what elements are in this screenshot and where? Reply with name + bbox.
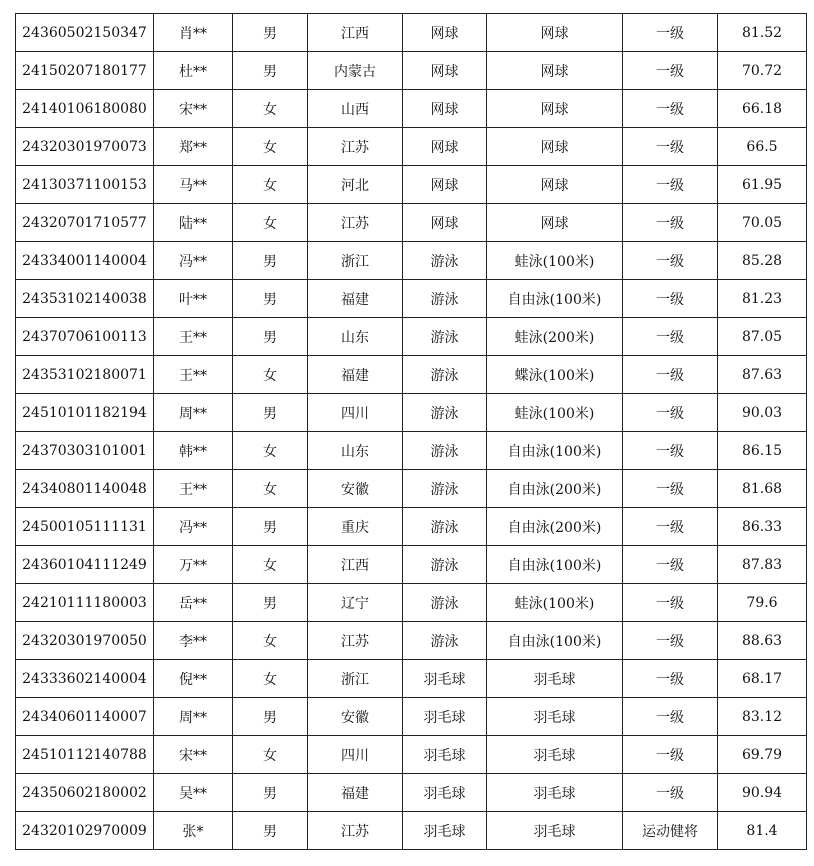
gender-cell: 男: [233, 14, 308, 52]
sport-category-cell: 游泳: [403, 356, 487, 394]
score-cell: 87.83: [718, 546, 807, 584]
gender-cell: 女: [233, 660, 308, 698]
athlete-level-cell: 一级: [623, 356, 718, 394]
athlete-name-cell: 陆**: [154, 204, 233, 242]
province-cell: 重庆: [308, 508, 403, 546]
score-cell: 61.95: [718, 166, 807, 204]
athlete-level-cell: 一级: [623, 14, 718, 52]
event-cell: 自由泳(100米): [487, 546, 623, 584]
table-row: [16, 14, 807, 52]
score-cell: 87.05: [718, 318, 807, 356]
score-cell: 79.6: [718, 584, 807, 622]
registration-id-cell: 24360502150347: [16, 14, 154, 52]
table-row: [16, 128, 807, 166]
gender-cell: 男: [233, 318, 308, 356]
gender-cell: 女: [233, 356, 308, 394]
registration-id-cell: 24510112140788: [16, 736, 154, 774]
event-cell: 自由泳(200米): [487, 508, 623, 546]
province-cell: 江苏: [308, 128, 403, 166]
event-cell: 蛙泳(200米): [487, 318, 623, 356]
score-cell: 69.79: [718, 736, 807, 774]
athlete-level-cell: 一级: [623, 318, 718, 356]
score-cell: 83.12: [718, 698, 807, 736]
province-cell: 辽宁: [308, 584, 403, 622]
event-cell: 自由泳(200米): [487, 470, 623, 508]
table-row: [16, 470, 807, 508]
sport-category-cell: 游泳: [403, 242, 487, 280]
athlete-name-cell: 冯**: [154, 508, 233, 546]
athlete-level-cell: 一级: [623, 622, 718, 660]
event-cell: 网球: [487, 52, 623, 90]
province-cell: 山东: [308, 318, 403, 356]
sport-category-cell: 网球: [403, 90, 487, 128]
gender-cell: 女: [233, 90, 308, 128]
athlete-level-cell: 一级: [623, 546, 718, 584]
table-row: [16, 90, 807, 128]
athlete-name-cell: 周**: [154, 394, 233, 432]
event-cell: 网球: [487, 90, 623, 128]
score-cell: 90.94: [718, 774, 807, 812]
province-cell: 江西: [308, 546, 403, 584]
athlete-level-cell: 一级: [623, 204, 718, 242]
table-row: [16, 394, 807, 432]
athlete-name-cell: 郑**: [154, 128, 233, 166]
athlete-level-cell: 一级: [623, 774, 718, 812]
gender-cell: 男: [233, 52, 308, 90]
athlete-name-cell: 王**: [154, 470, 233, 508]
gender-cell: 女: [233, 204, 308, 242]
province-cell: 山西: [308, 90, 403, 128]
event-cell: 网球: [487, 14, 623, 52]
athlete-name-cell: 叶**: [154, 280, 233, 318]
athlete-name-cell: 李**: [154, 622, 233, 660]
sport-category-cell: 网球: [403, 52, 487, 90]
registration-id-cell: 24210111180003: [16, 584, 154, 622]
gender-cell: 女: [233, 470, 308, 508]
registration-id-cell: 24340601140007: [16, 698, 154, 736]
athlete-level-cell: 一级: [623, 736, 718, 774]
registration-id-cell: 24320102970009: [16, 812, 154, 850]
registration-id-cell: 24370706100113: [16, 318, 154, 356]
province-cell: 浙江: [308, 660, 403, 698]
gender-cell: 男: [233, 584, 308, 622]
table-row: [16, 432, 807, 470]
registration-id-cell: 24340801140048: [16, 470, 154, 508]
registration-id-cell: 24353102140038: [16, 280, 154, 318]
event-cell: 自由泳(100米): [487, 280, 623, 318]
province-cell: 福建: [308, 774, 403, 812]
score-cell: 86.15: [718, 432, 807, 470]
gender-cell: 男: [233, 812, 308, 850]
athlete-level-cell: 一级: [623, 470, 718, 508]
athlete-name-cell: 万**: [154, 546, 233, 584]
score-cell: 88.63: [718, 622, 807, 660]
table-row: [16, 736, 807, 774]
registration-id-cell: 24510101182194: [16, 394, 154, 432]
province-cell: 江苏: [308, 622, 403, 660]
registration-id-cell: 24150207180177: [16, 52, 154, 90]
athlete-level-cell: 一级: [623, 52, 718, 90]
event-cell: 羽毛球: [487, 698, 623, 736]
province-cell: 福建: [308, 280, 403, 318]
score-cell: 81.68: [718, 470, 807, 508]
province-cell: 安徽: [308, 470, 403, 508]
gender-cell: 女: [233, 622, 308, 660]
gender-cell: 男: [233, 698, 308, 736]
table-row: [16, 660, 807, 698]
athlete-name-cell: 吴**: [154, 774, 233, 812]
sport-category-cell: 游泳: [403, 508, 487, 546]
score-cell: 90.03: [718, 394, 807, 432]
province-cell: 安徽: [308, 698, 403, 736]
province-cell: 内蒙古: [308, 52, 403, 90]
athlete-name-cell: 王**: [154, 356, 233, 394]
athlete-name-cell: 宋**: [154, 90, 233, 128]
province-cell: 福建: [308, 356, 403, 394]
athlete-level-cell: 一级: [623, 508, 718, 546]
sport-category-cell: 游泳: [403, 280, 487, 318]
event-cell: 自由泳(100米): [487, 432, 623, 470]
gender-cell: 男: [233, 280, 308, 318]
registration-id-cell: 24353102180071: [16, 356, 154, 394]
registration-id-cell: 24500105111131: [16, 508, 154, 546]
athlete-level-cell: 一级: [623, 394, 718, 432]
athlete-level-cell: 运动健将: [623, 812, 718, 850]
table-row: [16, 546, 807, 584]
score-cell: 85.28: [718, 242, 807, 280]
province-cell: 江西: [308, 14, 403, 52]
athlete-name-cell: 韩**: [154, 432, 233, 470]
athlete-level-cell: 一级: [623, 660, 718, 698]
sport-category-cell: 网球: [403, 14, 487, 52]
sport-category-cell: 游泳: [403, 432, 487, 470]
event-cell: 网球: [487, 166, 623, 204]
sport-category-cell: 游泳: [403, 394, 487, 432]
table-row: [16, 318, 807, 356]
gender-cell: 女: [233, 736, 308, 774]
sport-category-cell: 游泳: [403, 546, 487, 584]
table-row: [16, 622, 807, 660]
athlete-name-cell: 岳**: [154, 584, 233, 622]
province-cell: 河北: [308, 166, 403, 204]
sport-category-cell: 羽毛球: [403, 812, 487, 850]
sport-category-cell: 游泳: [403, 318, 487, 356]
gender-cell: 男: [233, 774, 308, 812]
event-cell: 蛙泳(100米): [487, 242, 623, 280]
registration-id-cell: 24333602140004: [16, 660, 154, 698]
athlete-level-cell: 一级: [623, 280, 718, 318]
athlete-name-cell: 宋**: [154, 736, 233, 774]
table-row: [16, 52, 807, 90]
score-cell: 68.17: [718, 660, 807, 698]
athlete-name-cell: 杜**: [154, 52, 233, 90]
sport-category-cell: 游泳: [403, 622, 487, 660]
score-cell: 81.52: [718, 14, 807, 52]
score-cell: 70.72: [718, 52, 807, 90]
province-cell: 江苏: [308, 812, 403, 850]
athlete-name-cell: 倪**: [154, 660, 233, 698]
sport-category-cell: 网球: [403, 166, 487, 204]
sport-category-cell: 游泳: [403, 584, 487, 622]
event-cell: 蛙泳(100米): [487, 584, 623, 622]
gender-cell: 女: [233, 128, 308, 166]
sport-category-cell: 羽毛球: [403, 660, 487, 698]
table-body: [16, 14, 807, 850]
registration-id-cell: 24334001140004: [16, 242, 154, 280]
registration-id-cell: 24320301970050: [16, 622, 154, 660]
athlete-level-cell: 一级: [623, 166, 718, 204]
athlete-score-table: [15, 13, 807, 850]
athlete-level-cell: 一级: [623, 698, 718, 736]
table-row: [16, 584, 807, 622]
table-row: [16, 774, 807, 812]
table-row: [16, 508, 807, 546]
registration-id-cell: 24350602180002: [16, 774, 154, 812]
event-cell: 网球: [487, 204, 623, 242]
sport-category-cell: 羽毛球: [403, 774, 487, 812]
event-cell: 蝶泳(100米): [487, 356, 623, 394]
gender-cell: 女: [233, 432, 308, 470]
athlete-name-cell: 张*: [154, 812, 233, 850]
athlete-name-cell: 周**: [154, 698, 233, 736]
event-cell: 羽毛球: [487, 812, 623, 850]
athlete-name-cell: 王**: [154, 318, 233, 356]
sport-category-cell: 羽毛球: [403, 698, 487, 736]
event-cell: 羽毛球: [487, 736, 623, 774]
event-cell: 羽毛球: [487, 660, 623, 698]
registration-id-cell: 24140106180080: [16, 90, 154, 128]
gender-cell: 女: [233, 166, 308, 204]
score-cell: 87.63: [718, 356, 807, 394]
table-row: [16, 812, 807, 850]
score-cell: 66.18: [718, 90, 807, 128]
registration-id-cell: 24320701710577: [16, 204, 154, 242]
athlete-level-cell: 一级: [623, 242, 718, 280]
gender-cell: 男: [233, 394, 308, 432]
registration-id-cell: 24370303101001: [16, 432, 154, 470]
event-cell: 羽毛球: [487, 774, 623, 812]
athlete-level-cell: 一级: [623, 584, 718, 622]
score-cell: 70.05: [718, 204, 807, 242]
athlete-name-cell: 马**: [154, 166, 233, 204]
registration-id-cell: 24360104111249: [16, 546, 154, 584]
registration-id-cell: 24320301970073: [16, 128, 154, 166]
sport-category-cell: 网球: [403, 128, 487, 166]
athlete-level-cell: 一级: [623, 90, 718, 128]
table-row: [16, 698, 807, 736]
score-cell: 66.5: [718, 128, 807, 166]
sport-category-cell: 网球: [403, 204, 487, 242]
province-cell: 山东: [308, 432, 403, 470]
event-cell: 网球: [487, 128, 623, 166]
event-cell: 自由泳(100米): [487, 622, 623, 660]
athlete-level-cell: 一级: [623, 128, 718, 166]
gender-cell: 男: [233, 508, 308, 546]
province-cell: 四川: [308, 736, 403, 774]
province-cell: 浙江: [308, 242, 403, 280]
event-cell: 蛙泳(100米): [487, 394, 623, 432]
registration-id-cell: 24130371100153: [16, 166, 154, 204]
gender-cell: 男: [233, 242, 308, 280]
score-cell: 86.33: [718, 508, 807, 546]
province-cell: 江苏: [308, 204, 403, 242]
sport-category-cell: 羽毛球: [403, 736, 487, 774]
table-row: [16, 280, 807, 318]
score-cell: 81.4: [718, 812, 807, 850]
athlete-level-cell: 一级: [623, 432, 718, 470]
sport-category-cell: 游泳: [403, 470, 487, 508]
province-cell: 四川: [308, 394, 403, 432]
table-row: [16, 242, 807, 280]
athlete-name-cell: 冯**: [154, 242, 233, 280]
table-row: [16, 166, 807, 204]
score-cell: 81.23: [718, 280, 807, 318]
gender-cell: 女: [233, 546, 308, 584]
table-row: [16, 356, 807, 394]
athlete-name-cell: 肖**: [154, 14, 233, 52]
table-row: [16, 204, 807, 242]
